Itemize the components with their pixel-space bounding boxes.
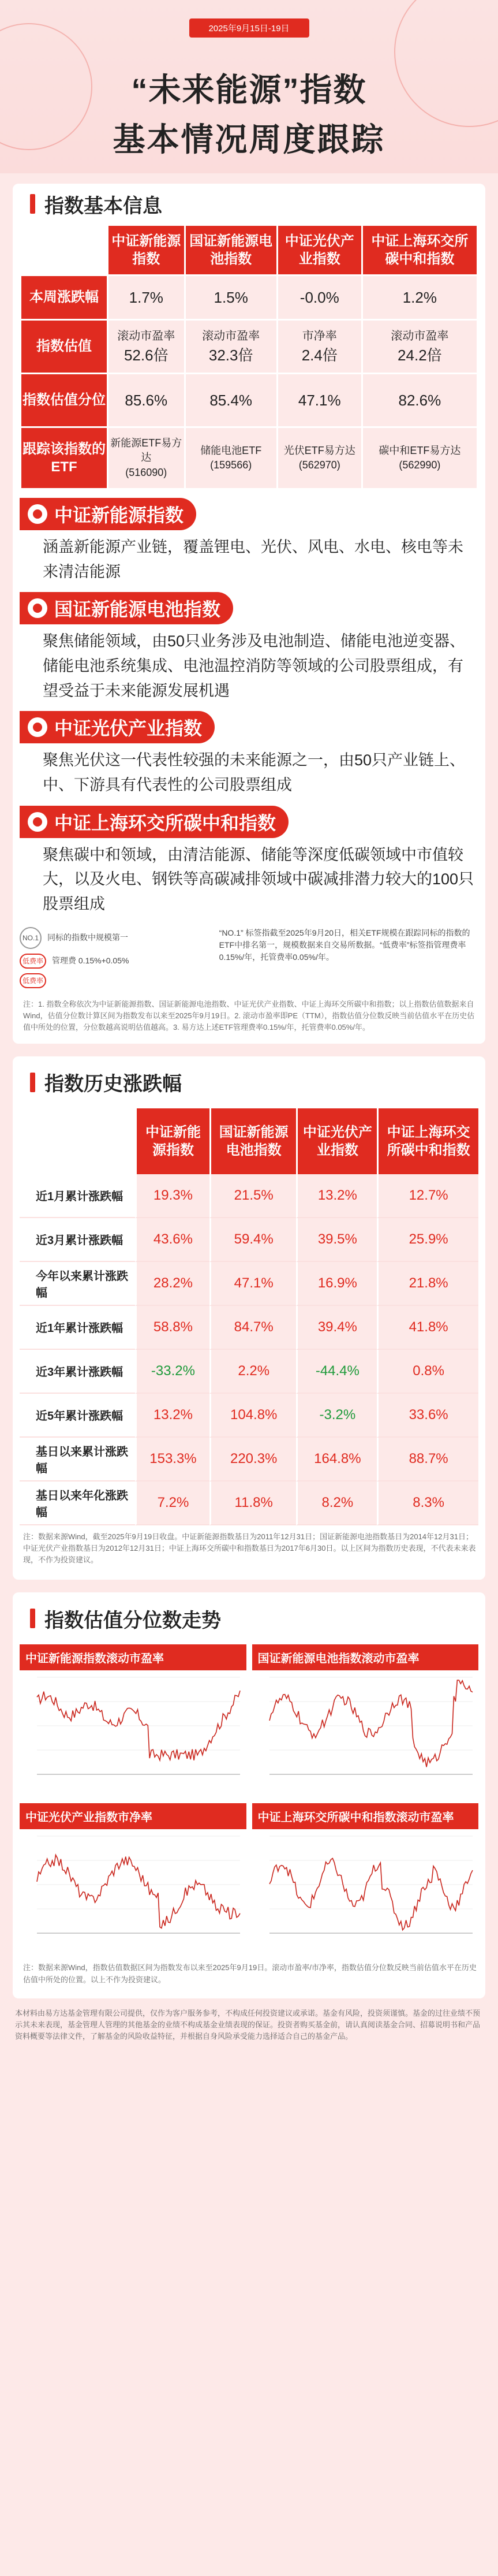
return-cell: 12.7% [377, 1174, 478, 1218]
basic-info-card [13, 184, 485, 1044]
index-description: 涵盖新能源产业链，覆盖锂电、光伏、风电、水电、核电等未来清洁能源 [43, 538, 463, 580]
row-label: 基日以来年化涨跌幅 [20, 1481, 135, 1525]
valuation-cell: 市净率 2.4倍 [278, 321, 361, 373]
no1-badge-icon: NO.1 [20, 927, 42, 949]
footnote: 注：数据来源Wind，指数估值数据区间为指数发布以来至2025年9月19日。滚动市盈率/市净率，指数估值分位数反映当前估值水平在历史估值中所处的位置。以上不作为投资建议。 [23, 1963, 477, 1984]
valuation-cell: 滚动市盈率 24.2倍 [363, 321, 477, 373]
chart-grid [13, 1644, 485, 1956]
table-row [20, 1481, 478, 1525]
index-block [20, 806, 478, 917]
low-fee-badge-icon: 低费率 [20, 954, 46, 969]
index-description: 聚焦储能领域，由50只业务涉及电池制造、储能电池逆变器、储能电池系统集成、电池温控消防等领域的公司股票组成，有望受益于未来能源发展机遇 [43, 632, 466, 699]
return-cell: 16.9% [296, 1262, 377, 1306]
return-cell: 153.3% [135, 1438, 209, 1481]
bullet-icon [28, 504, 47, 524]
col-header: 中证新能源指数 [135, 1108, 209, 1174]
history-table [20, 1108, 478, 1525]
valuation-chart: 中证上海环交所碳中和指数滚动市盈率 [252, 1803, 479, 1956]
table-row [20, 1262, 478, 1306]
table-row [20, 1306, 478, 1350]
row-header: 跟踪该指数的ETF [21, 428, 107, 488]
legend: NO.1 同标的指数中规模第一 低费率 管理费 0.15%+0.05% 低费率 “NO.1” 标签指截至2025年9月20日，相关ETF规模在跟踪同标的指数的ETF中排名第一，规模数据来自交易所数据。“低费率”标签指管理费率0.15%/年，托管费率0.05%/年。 [13, 917, 485, 993]
row-header: 指数估值分位 [21, 374, 107, 426]
return-cell: 2.2% [209, 1350, 297, 1394]
valuation-cell: 滚动市盈率 32.3倍 [186, 321, 276, 373]
return-cell: 13.2% [296, 1174, 377, 1218]
row-label: 近3月累计涨跌幅 [20, 1218, 135, 1262]
bullet-icon [28, 812, 47, 832]
series-line [37, 1855, 240, 1929]
valuation-chart: 中证光伏产业指数市净率 [20, 1803, 246, 1956]
return-cell: 0.8% [377, 1350, 478, 1394]
section-title: 指数历史涨跌幅 [13, 1056, 485, 1108]
series-line [269, 1859, 473, 1930]
return-cell: 7.2% [135, 1481, 209, 1525]
index-title: 国证新能源电池指数 [20, 592, 233, 624]
return-cell: 220.3% [209, 1438, 297, 1481]
return-cell: 11.8% [209, 1481, 297, 1525]
col-header: 中证光伏产业指数 [296, 1108, 377, 1174]
return-cell: 28.2% [135, 1262, 209, 1306]
return-cell: 164.8% [296, 1438, 377, 1481]
row-header: 本周涨跌幅 [21, 276, 107, 319]
index-title: 中证光伏产业指数 [20, 711, 215, 743]
series-line [269, 1680, 473, 1767]
row-label: 近5年累计涨跌幅 [20, 1394, 135, 1438]
index-description: 聚焦光伏这一代表性较强的未来能源之一，由50只产业链上、中、下游具有代表性的公司股票组成 [43, 751, 466, 794]
title-bar-icon [30, 1609, 35, 1628]
table-row [20, 1218, 478, 1262]
return-cell: 84.7% [209, 1306, 297, 1350]
index-block [20, 592, 478, 703]
row-label: 近1月累计涨跌幅 [20, 1174, 135, 1218]
percentile-cell: 85.6% [108, 374, 184, 426]
etf-cell[interactable]: 新能源ETF易方达 (516090) [108, 428, 184, 488]
col-header: 中证上海环交所碳中和指数 [377, 1108, 478, 1174]
return-cell: 33.6% [377, 1394, 478, 1438]
valuation-chart: 中证新能源指数滚动市盈率 [20, 1644, 246, 1797]
basic-info-table [20, 224, 478, 490]
weekly-change: 1.5% [186, 276, 276, 319]
row-header: 指数估值 [21, 321, 107, 373]
etf-cell[interactable]: 光伏ETF易方达 (562970) [278, 428, 361, 488]
return-cell: -3.2% [296, 1394, 377, 1438]
etf-cell[interactable]: 储能电池ETF (159566) [186, 428, 276, 488]
percentile-cell: 82.6% [363, 374, 477, 426]
weekly-change: 1.2% [363, 276, 477, 319]
section-title: 指数基本信息 [13, 184, 485, 224]
row-label: 近3年累计涨跌幅 [20, 1350, 135, 1394]
return-cell: 13.2% [135, 1394, 209, 1438]
return-cell: 8.3% [377, 1481, 478, 1525]
return-cell: 59.4% [209, 1218, 297, 1262]
return-cell: 58.8% [135, 1306, 209, 1350]
return-cell: 25.9% [377, 1218, 478, 1262]
return-cell: 39.4% [296, 1306, 377, 1350]
percentile-cell: 47.1% [278, 374, 361, 426]
valuation-trend-card [13, 1592, 485, 1998]
return-cell: 39.5% [296, 1218, 377, 1262]
footnote: 注：1. 指数全称依次为中证新能源指数、国证新能源电池指数、中证光伏产业指数、中证上海环交所碳中和指数；以上指数估值数据来自Wind，估值分位数计算区间为指数发布以来至2025年9月19日。2. 滚动市盈率即PE（TTM），指数估值分位数反映当前估值水平在历史估值中所处的位置，分位数越高说明估值越高。3. 易方达上述ETF管理费率0.15%/年，托管费率0.05%/年。 [23, 999, 475, 1032]
row-label: 今年以来累计涨跌幅 [20, 1262, 135, 1306]
date-range-badge: 2025年9月15日-19日 [189, 18, 309, 38]
line-chart [252, 1670, 478, 1797]
return-cell: 8.2% [296, 1481, 377, 1525]
title-bar-icon [30, 194, 35, 214]
index-description: 聚焦碳中和领域，由清洁能源、储能等深度低碳领域中市值较大，以及火电、钢铁等高碳减排领域中碳减排潜力较大的100只股票组成 [43, 846, 474, 913]
percentile-cell: 85.4% [186, 374, 276, 426]
line-chart [20, 1829, 246, 1956]
weekly-change: -0.0% [278, 276, 361, 319]
header-banner [0, 0, 498, 173]
col-header: 国证新能源电池指数 [209, 1108, 297, 1174]
bullet-icon [28, 717, 47, 737]
line-chart [20, 1670, 246, 1797]
return-cell: 21.8% [377, 1262, 478, 1306]
table-row [20, 1174, 478, 1218]
col-header: 国证新能源电池指数 [186, 226, 276, 274]
history-card [13, 1056, 485, 1580]
table-row [20, 1438, 478, 1481]
footnote: 注：数据来源Wind，截至2025年9月19日收盘。中证新能源指数基日为2011年12月31日；国证新能源电池指数基日为2014年12月31日；中证光伏产业指数基日为2012年12月31日；中证上海环交所碳中和指数基日为2017年6月30日。以上区间为指数历史表现，不代表未来表现，不作为投资建议。 [23, 1532, 476, 1565]
col-header: 中证光伏产业指数 [278, 226, 361, 274]
etf-cell[interactable]: 碳中和ETF易方达 (562990) [363, 428, 477, 488]
title-bar-icon [30, 1073, 35, 1092]
weekly-change: 1.7% [108, 276, 184, 319]
section-title: 指数估值分位数走势 [13, 1592, 485, 1644]
legend-explanation: “NO.1” 标签指截至2025年9月20日，相关ETF规模在跟踪同标的指数的ETF中排名第一，规模数据来自交易所数据。“低费率”标签指管理费率0.15%/年，托管费率0.05%/年。 [219, 928, 470, 962]
page-title: “未来能源”指数 [131, 72, 367, 108]
index-title: 中证新能源指数 [20, 498, 196, 530]
return-cell: 19.3% [135, 1174, 209, 1218]
low-fee-badge-icon: 低费率 [20, 973, 46, 988]
return-cell: 41.8% [377, 1306, 478, 1350]
table-row [20, 1350, 478, 1394]
return-cell: 104.8% [209, 1394, 297, 1438]
index-title: 中证上海环交所碳中和指数 [20, 806, 289, 838]
return-cell: 43.6% [135, 1218, 209, 1262]
line-chart [252, 1829, 478, 1956]
valuation-cell: 滚动市盈率 52.6倍 [108, 321, 184, 373]
return-cell: 21.5% [209, 1174, 297, 1218]
bullet-icon [28, 598, 47, 618]
return-cell: -33.2% [135, 1350, 209, 1394]
index-block [20, 498, 478, 584]
col-header: 中证新能源指数 [108, 226, 184, 274]
return-cell: 47.1% [209, 1262, 297, 1306]
table-row [20, 1394, 478, 1438]
disclaimer: 本材料由易方达基金管理有限公司提供，仅作为客户服务参考，不构成任何投资建议或承诺。基金有风险，投资须谨慎。基金的过往业绩不预示其未来表现，基金管理人管理的其他基金的业绩不构成基金业绩表现的保证。投资者购买基金前，请认真阅读基金合同、招募说明书和产品资料概要等法律文件，了解基金的风险收益特征，并根据自身风险承受能力选择适合自己的基金产品。 [15, 2008, 481, 2041]
index-block [20, 711, 478, 797]
row-label: 近1年累计涨跌幅 [20, 1306, 135, 1350]
valuation-chart: 国证新能源电池指数滚动市盈率 [252, 1644, 479, 1797]
row-label: 基日以来累计涨跌幅 [20, 1438, 135, 1481]
page-subtitle: 基本情况周度跟踪 [113, 121, 385, 158]
return-cell: 88.7% [377, 1438, 478, 1481]
col-header: 中证上海环交所碳中和指数 [363, 226, 477, 274]
return-cell: -44.4% [296, 1350, 377, 1394]
